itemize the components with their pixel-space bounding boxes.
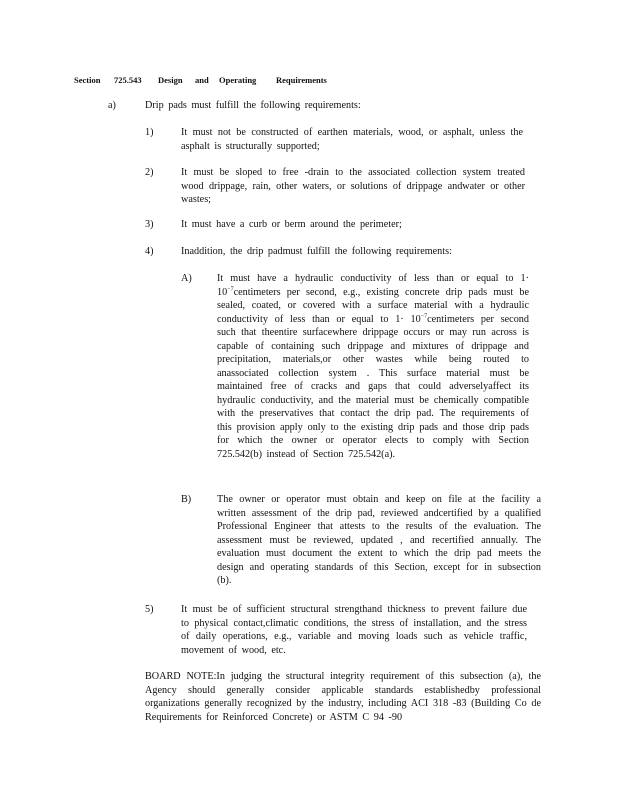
item-4-label: 4) — [145, 246, 154, 257]
subitem-B-text: The owner or operator must obtain and keep on file at the facility a written assessment of the drip pad, reviewed andcertified by a qualified Professional Engineer that attests to the results of the evaluation. The assessment must be reviewed, updated , and recertified annually. The evaluation must document the extent to which the drip pad meets the design and operating standards of this Section, except for in subsection (b). — [217, 494, 541, 586]
heading-section-word: Section — [74, 75, 101, 85]
heading-requirements-word: Requirements — [276, 75, 327, 85]
subitem-A-text-part2: centimeters per second, e.g., existing concrete drip pads must be sealed, coated, or covered with a surface material with a hydraulic conductivity of less than or equal to 1· 10 — [217, 286, 529, 325]
item-5-text: It must be of sufficient structural strengthand thickness to prevent failure due to physical contact,climatic conditions, the stress of installation, and the stress of daily operations, e.g., variable and moving loads such as vehicle traffic, movement of wood, etc. — [181, 604, 527, 656]
heading-and-word: and — [195, 75, 209, 85]
item-3-text: It must have a curb or berm around the perimeter; — [181, 219, 402, 230]
item-4-text: Inaddition, the drip padmust fulfill the following requirements: — [181, 246, 452, 257]
item-2-text: It must be sloped to free -drain to the associated collection system treated wood drippage, rain, other waters, or solutions of drippage andwater or other wastes; — [181, 167, 525, 205]
subitem-A-text-part3: centimeters per second such that theentire surfacewhere drippage occurs or may run across is capable of containing such drippage and mixtures of drippage and precipitation, materials,or other wastes while being routed to anassociated collection system . This surface material must be maintained free of cracks and gaps that could adverselyaffect its hydraulic conductivity, and the material must be chemically compatible with the preservatives that contact the drip pad. The requirements of this provision apply only to the existing drip pads and those drip pads for which the owner or operator elects to comply with Section 725.542(b) instead of Section 725.542(a). — [217, 313, 529, 460]
heading-design-word: Design — [158, 75, 183, 85]
item-2-label: 2) — [145, 167, 154, 178]
heading-section-number: 725.543 — [114, 75, 142, 85]
exponent-1: −7 — [227, 286, 234, 293]
exponent-2: −7 — [420, 313, 428, 320]
subitem-A-text-part1: It must have a hydraulic conductivity of less than or equal to 1· 10 — [217, 273, 529, 298]
item-a-text: Drip pads must fulfill the following requirements: — [145, 100, 361, 111]
subitem-B-label: B) — [181, 494, 192, 505]
heading-operating-word: Operating — [219, 75, 257, 85]
subitem-A-text — [217, 272, 529, 461]
item-1-text: It must not be constructed of earthen materials, wood, or asphalt, unless the asphalt is structurally supported; — [181, 127, 523, 152]
item-1-label: 1) — [145, 127, 154, 138]
item-a-label: a) — [108, 100, 116, 111]
board-note: BOARD NOTE:In judging the structural integrity requirement of this subsection (a), the Agency should generally consider applicable standards establishedby professional organizations generally recognized by the industry, including ACI 318 -83 (Building Co de Requirements for Reinforced Concrete) or ASTM C 94 -90 — [145, 671, 541, 723]
item-3-label: 3) — [145, 219, 154, 230]
item-5-label: 5) — [145, 604, 154, 615]
subitem-A-label: A) — [181, 273, 192, 284]
